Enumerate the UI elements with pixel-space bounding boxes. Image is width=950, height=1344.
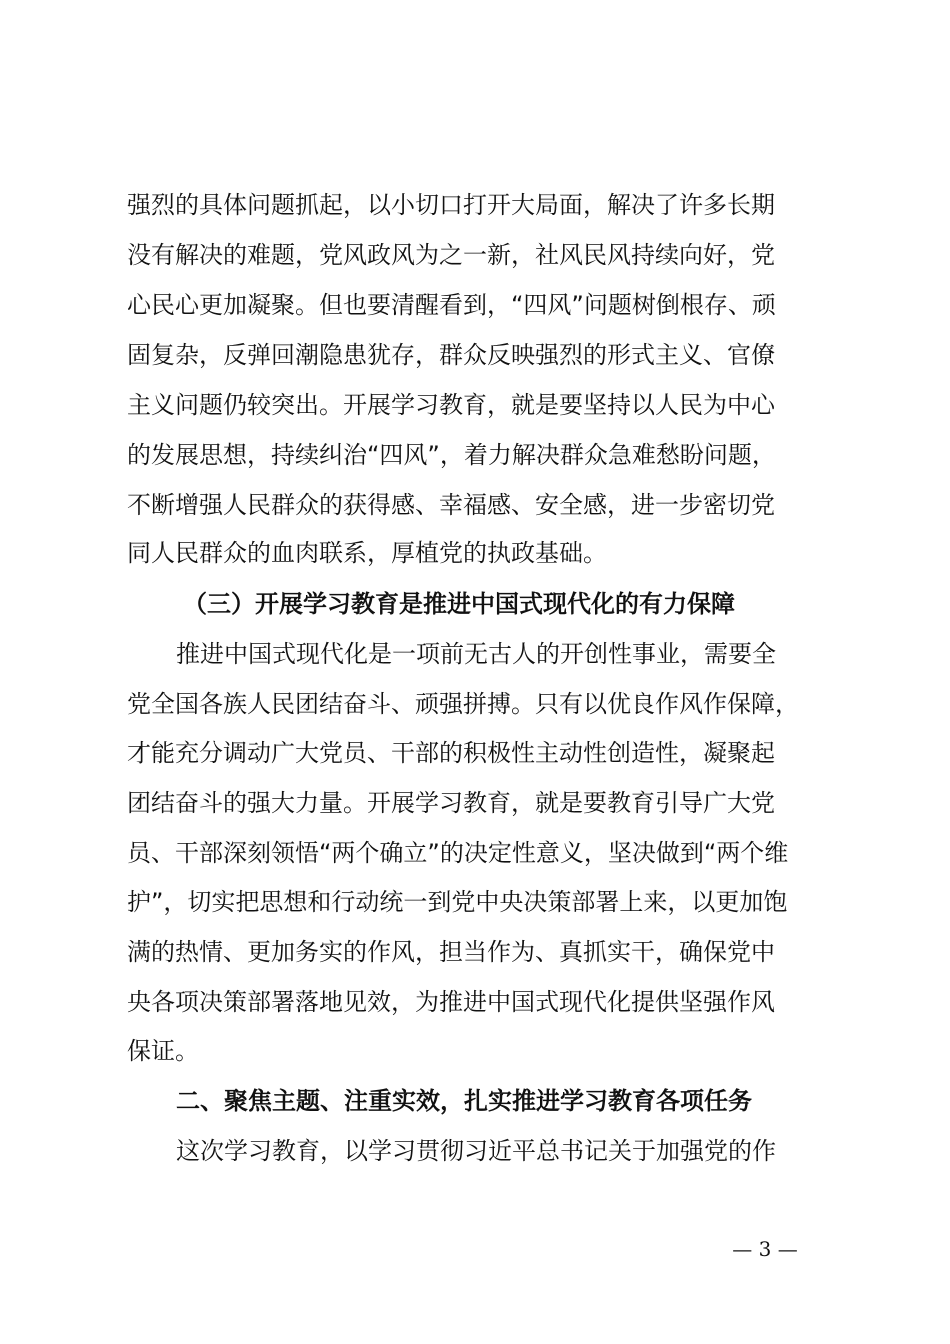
page-number: — 3 —: [732, 1237, 798, 1261]
paragraph-2-line-4: 团结奋斗的强大力量。开展学习教育，就是要教育引导广大党: [127, 789, 775, 817]
paragraph-2-line-2: 党全国各族人民团结奋斗、顽强拼搏。只有以优良作风作保障，: [127, 690, 799, 718]
paragraph-2-line-1: 推进中国式现代化是一项前无古人的开创性事业，需要全: [176, 640, 776, 668]
subheading-3: （三）开展学习教育是推进中国式现代化的有力保障: [183, 590, 735, 618]
paragraph-2-line-8: 央各项决策部署落地见效，为推进中国式现代化提供坚强作风: [127, 988, 775, 1016]
paragraph-2-line-6: 护”，切实把思想和行动统一到党中央决策部署上来，以更加饱: [127, 888, 788, 916]
paragraph-3-line-1: 这次学习教育，以学习贯彻习近平总书记关于加强党的作: [176, 1137, 776, 1165]
paragraph-1-line-6: 的发展思想，持续纠治“四风”，着力解决群众急难愁盼问题，: [127, 441, 776, 469]
paragraph-1-line-8: 同人民群众的血肉联系，厚植党的执政基础。: [127, 539, 607, 567]
paragraph-2-line-7: 满的热情、更加务实的作风，担当作为、真抓实干，确保党中: [127, 938, 775, 966]
paragraph-2-line-3: 才能充分调动广大党员、干部的积极性主动性创造性，凝聚起: [127, 739, 775, 767]
paragraph-1-line-3: 心民心更加凝聚。但也要清醒看到，“四风”问题树倒根存、顽: [127, 291, 776, 319]
paragraph-2-line-5: 员、干部深刻领悟“两个确立”的决定性意义，坚决做到“两个维: [127, 839, 789, 867]
paragraph-2-line-9: 保证。: [127, 1037, 199, 1065]
paragraph-1-line-1: 强烈的具体问题抓起，以小切口打开大局面，解决了许多长期: [127, 191, 775, 219]
paragraph-1-line-7: 不断增强人民群众的获得感、幸福感、安全感，进一步密切党: [127, 491, 775, 519]
paragraph-1-line-2: 没有解决的难题，党风政风为之一新，社风民风持续向好，党: [127, 241, 775, 269]
paragraph-1-line-4: 固复杂，反弹回潮隐患犹存，群众反映强烈的形式主义、官僚: [127, 341, 775, 369]
section-heading-2: 二、聚焦主题、注重实效，扎实推进学习教育各项任务: [176, 1087, 752, 1115]
paragraph-1-line-5: 主义问题仍较突出。开展学习教育，就是要坚持以人民为中心: [127, 391, 775, 419]
